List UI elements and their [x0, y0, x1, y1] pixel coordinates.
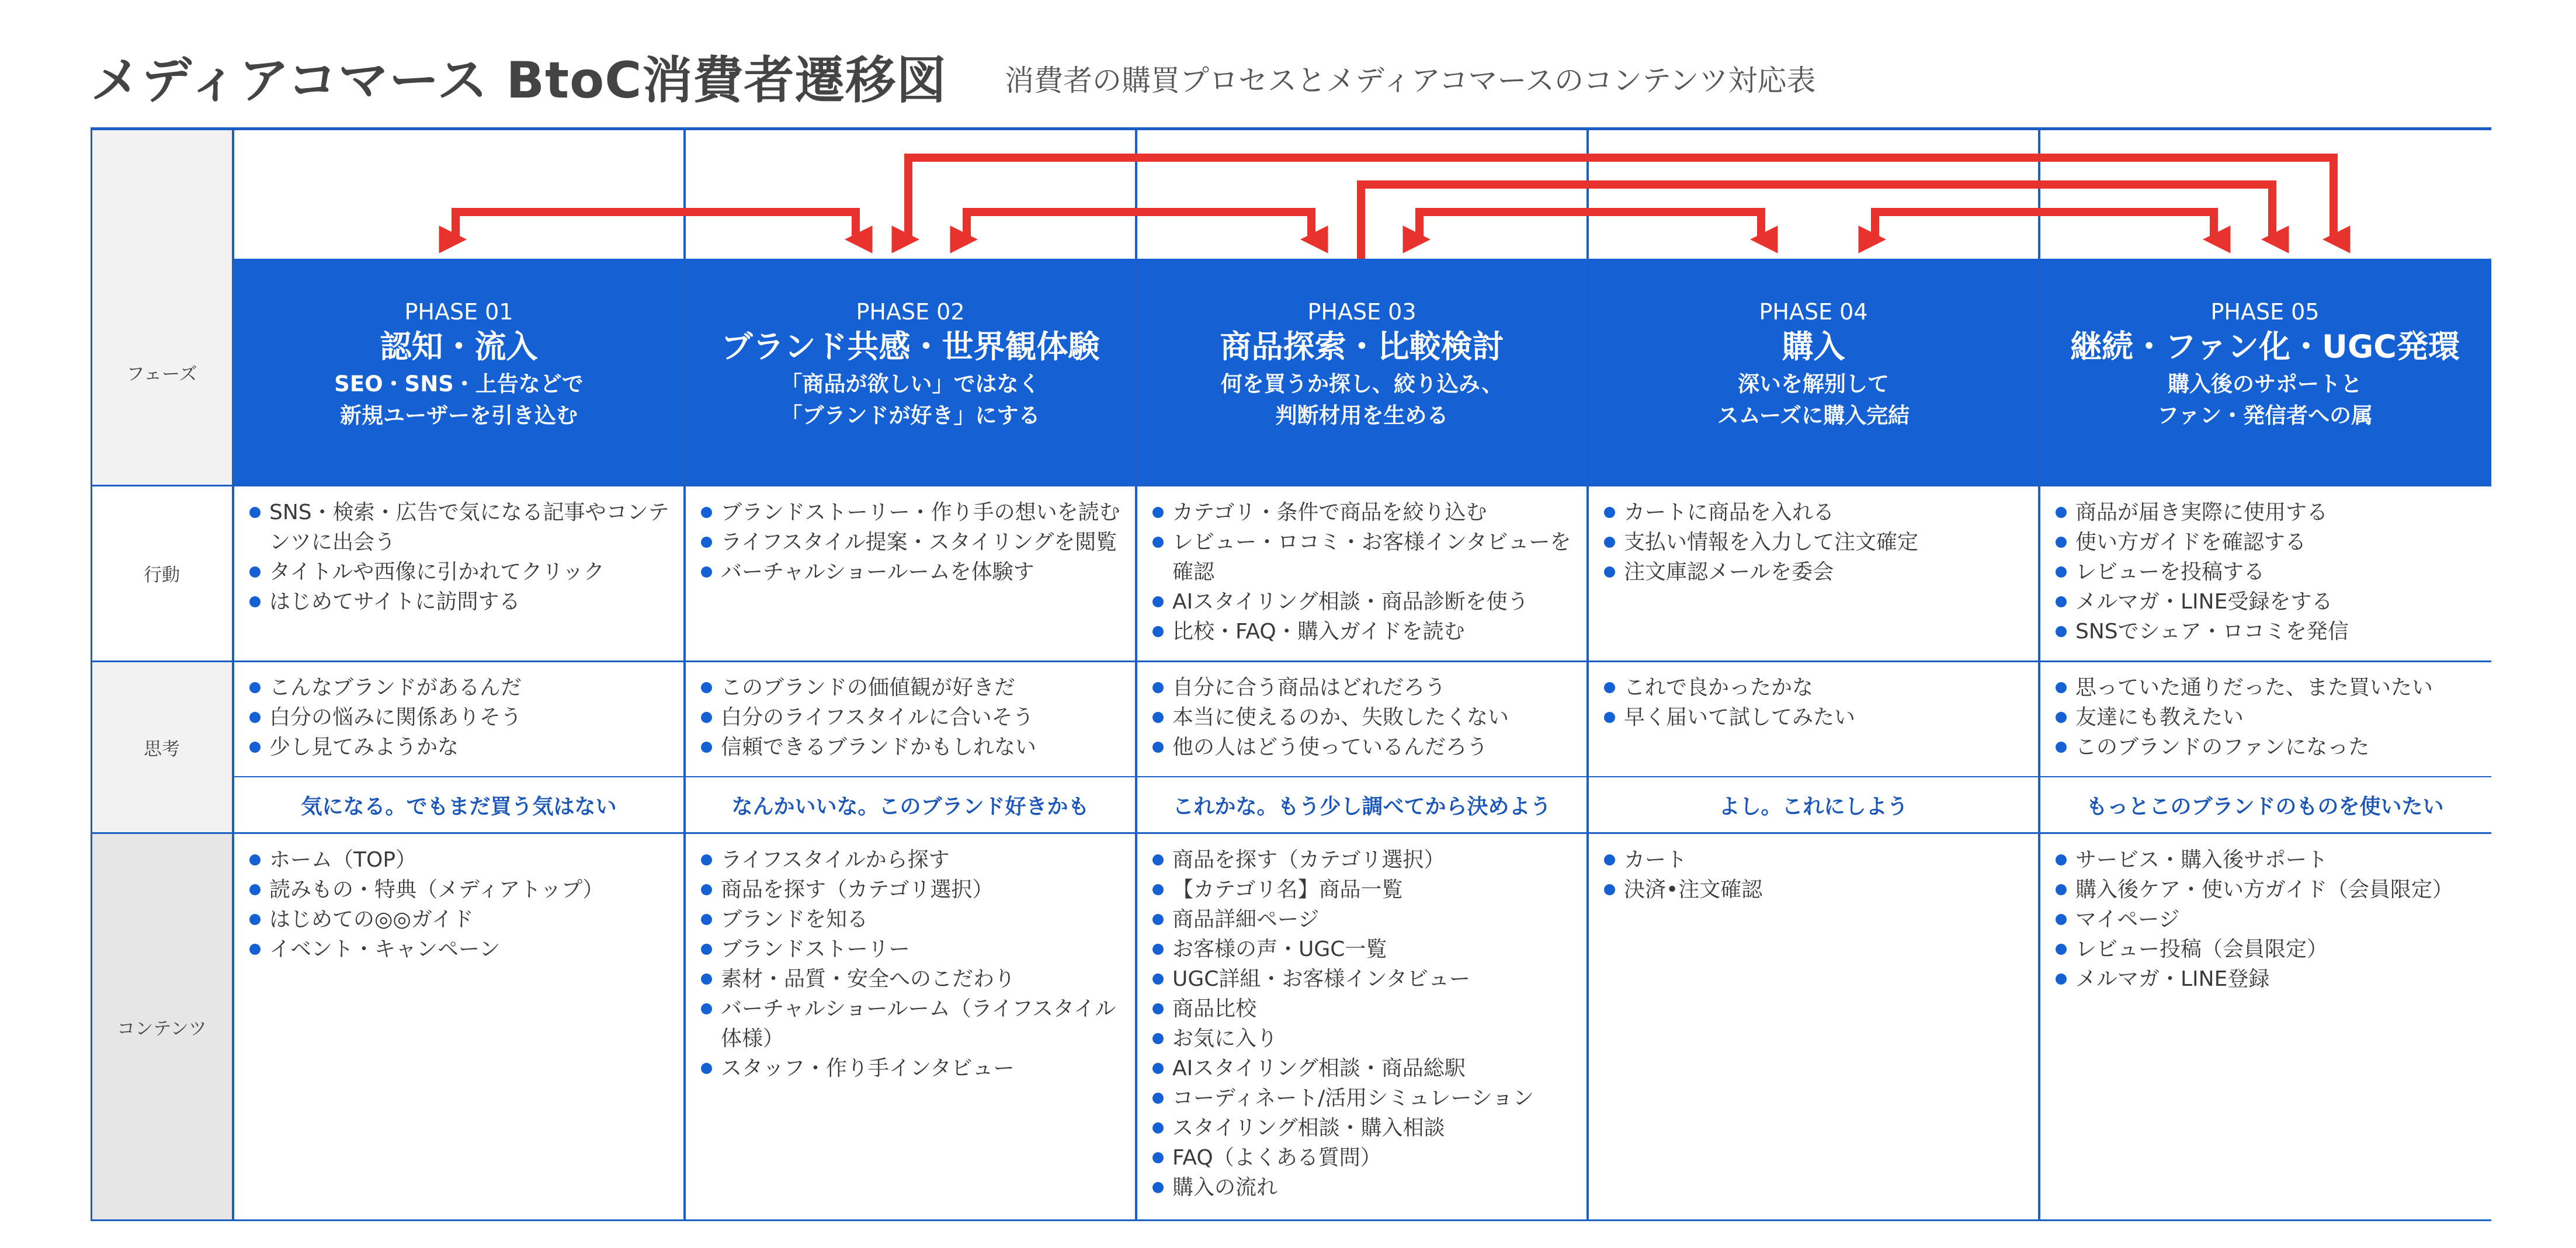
- list-item: 支払い情報を入力して注文確定: [1603, 527, 2025, 557]
- summary-05: もっとこのブランドのものを使いたい: [2086, 794, 2444, 819]
- list-item: ライフスタイルから探す: [700, 845, 1122, 875]
- list-item: これで良かったかな: [1603, 673, 2025, 703]
- list-item: メルマガ・LINE受録をする: [2054, 587, 2477, 617]
- summary-02: なんかいいな。このブランド好きかも: [731, 794, 1089, 819]
- list-item: SNSでシェア・ロコミを発信: [2054, 617, 2477, 646]
- list-item: このブランドのファンになった: [2054, 732, 2477, 762]
- row-label-action: 行動: [91, 485, 233, 661]
- list-item: 思っていた通りだった、また買いたい: [2054, 673, 2477, 703]
- list-item: バーチャルショールームを体験す: [700, 557, 1122, 587]
- list-item: 読みもの・特典（メディアトップ）: [248, 875, 671, 905]
- phase-name: 認知・流入: [380, 328, 538, 365]
- phase-desc-line1: 「商品が欲しい」ではなく: [780, 371, 1040, 397]
- list-item: 他の人はどう使っているんだろう: [1151, 732, 1574, 762]
- phase-number: PHASE 03: [1307, 299, 1417, 325]
- list-item: サービス・購入後サポート: [2054, 845, 2477, 875]
- list-item: ブランドストーリー・作り手の想いを読む: [700, 498, 1122, 527]
- phase-desc-line2: 「ブランドが好き」にする: [780, 403, 1040, 428]
- list-item: はじめての◎◎ガイド: [248, 905, 671, 934]
- arrow-phase03-to-05: [1361, 185, 2272, 259]
- list-item: 商品を探す（カテゴリ選択）: [700, 875, 1122, 905]
- phase-name: 購入: [1782, 328, 1845, 365]
- list-item: 購入後ケア・使い方ガイド（会員限定）: [2054, 875, 2477, 905]
- list-item: レビュー・ロコミ・お客様インタビューを確認: [1151, 527, 1574, 587]
- list-item: 商品を探す（カテゴリ選択）: [1151, 845, 1574, 875]
- list-item: 少し見てみようかな: [248, 732, 671, 762]
- list-item: 信頼できるブランドかもしれない: [700, 732, 1122, 762]
- list-item: このブランドの価値観が好きだ: [700, 673, 1122, 703]
- list-item: AIスタイリング相談・商品診断を使う: [1151, 587, 1574, 617]
- list-item: 本当に使えるのか、失敗したくない: [1151, 703, 1574, 732]
- phase-desc-line2: スムーズに購入完結: [1717, 403, 1910, 428]
- list-item: カートに商品を入れる: [1603, 498, 2025, 527]
- phase-desc-line2: 判断材用を生める: [1275, 403, 1449, 428]
- list-item: 購入の流れ: [1151, 1173, 1574, 1202]
- arrow-phase02-to-03: [967, 212, 1311, 239]
- page-title: メディアコマース BtoC消費者遷移図: [91, 51, 947, 110]
- list-item: レビューを投稿する: [2054, 557, 2477, 587]
- list-item: 【カテゴリ名】商品一覧: [1151, 875, 1574, 905]
- list-item: カテゴリ・条件で商品を絞り込む: [1151, 498, 1574, 527]
- arrow-phase01-to-02: [456, 212, 856, 239]
- list-item: タイトルや西像に引かれてクリック: [248, 557, 671, 587]
- list-item: 注文庫認メールを委会: [1603, 557, 2025, 587]
- list-item: 素材・品質・安全へのこだわり: [700, 964, 1122, 994]
- list-item: ブランドストーリー: [700, 934, 1122, 964]
- list-item: 商品比校: [1151, 994, 1574, 1024]
- list-item: バーチャルショールーム（ライフスタイル体様）: [700, 994, 1122, 1054]
- list-item: 比校・FAQ・購入ガイドを読む: [1151, 617, 1574, 646]
- list-item: はじめてサイトに訪問する: [248, 587, 671, 617]
- arrow-phase03-to-04: [1419, 212, 1761, 239]
- summary-04: よし。これにしよう: [1719, 794, 1908, 819]
- list-item: 白分の悩みに関係ありそう: [248, 703, 671, 732]
- phase-desc-line2: ファン・発信者への属: [2157, 403, 2373, 428]
- list-item: こんなブランドがあるんだ: [248, 673, 671, 703]
- list-item: レビュー投稿（会員限定）: [2054, 934, 2477, 964]
- phase-number: PHASE 04: [1759, 299, 1868, 325]
- phase-name: 継続・ファン化・UGC発環: [2070, 328, 2460, 365]
- summary-01: 気になる。でもまだ買う気はない: [301, 794, 617, 819]
- row-label-phase: フェーズ: [91, 259, 233, 485]
- list-item: マイページ: [2054, 905, 2477, 934]
- phase-name: 商品探索・比較検討: [1220, 328, 1504, 365]
- list-item: 自分に合う商品はどれだろう: [1151, 673, 1574, 703]
- list-item: お客様の声・UGC一覧: [1151, 934, 1574, 964]
- list-item: 決済•注文確認: [1603, 875, 2025, 905]
- list-item: 商品が届き実際に使用する: [2054, 498, 2477, 527]
- list-item: お気に入り: [1151, 1024, 1574, 1054]
- row-label-content: コンテンツ: [91, 833, 233, 1221]
- row-label-thought: 思考: [91, 661, 233, 833]
- phase-name: ブランド共感・世界観体験: [721, 328, 1100, 365]
- list-item: カート: [1603, 845, 2025, 875]
- list-item: 友達にも教えたい: [2054, 703, 2477, 732]
- phase-number: PHASE 02: [856, 299, 965, 325]
- page-subtitle: 消費者の購買プロセスとメディアコマースのコンテンツ対応表: [1005, 64, 1816, 98]
- list-item: 早く届いて試してみたい: [1603, 703, 2025, 732]
- list-item: メルマガ・LINE登録: [2054, 964, 2477, 994]
- list-item: SNS・検索・広告で気になる記事やコンテンツに出会う: [248, 498, 671, 557]
- list-item: ホーム（TOP）: [248, 845, 671, 875]
- list-item: コーディネート/活用シミュレーション: [1151, 1083, 1574, 1113]
- list-item: FAQ（よくある質問）: [1151, 1143, 1574, 1173]
- list-item: 商品詳細ページ: [1151, 905, 1574, 934]
- phase-number: PHASE 01: [404, 299, 513, 325]
- phase-desc-line1: 深いを解别して: [1738, 371, 1889, 397]
- list-item: 白分のライフスタイルに合いそう: [700, 703, 1122, 732]
- phase-desc-line1: 購入後のサポートと: [2168, 371, 2362, 397]
- arrow-phase02-to-05: [908, 158, 2334, 239]
- phase-desc-line1: 何を買うか探し、絞り込み、: [1220, 371, 1504, 397]
- list-item: 使い方ガイドを確認する: [2054, 527, 2477, 557]
- phase-number: PHASE 05: [2210, 299, 2320, 325]
- arrow-phase04-to-05: [1875, 212, 2214, 239]
- phase-desc-line2: 新規ユーザーを引き込む: [340, 403, 578, 428]
- list-item: UGC詳組・お客様インタビュー: [1151, 964, 1574, 994]
- list-item: スタッフ・作り手インタビュー: [700, 1054, 1122, 1083]
- list-item: ライフスタイル提案・スタイリングを閲覧: [700, 527, 1122, 557]
- list-item: AIスタイリング相談・商品総駅: [1151, 1054, 1574, 1083]
- list-item: イベント・キャンペーン: [248, 934, 671, 964]
- phase-desc-line1: SEO・SNS・上告などで: [334, 371, 584, 397]
- list-item: ブランドを知る: [700, 905, 1122, 934]
- list-item: スタイリング相談・購入相談: [1151, 1113, 1574, 1143]
- summary-03: これかな。もう少し調べてから決めよう: [1172, 794, 1551, 819]
